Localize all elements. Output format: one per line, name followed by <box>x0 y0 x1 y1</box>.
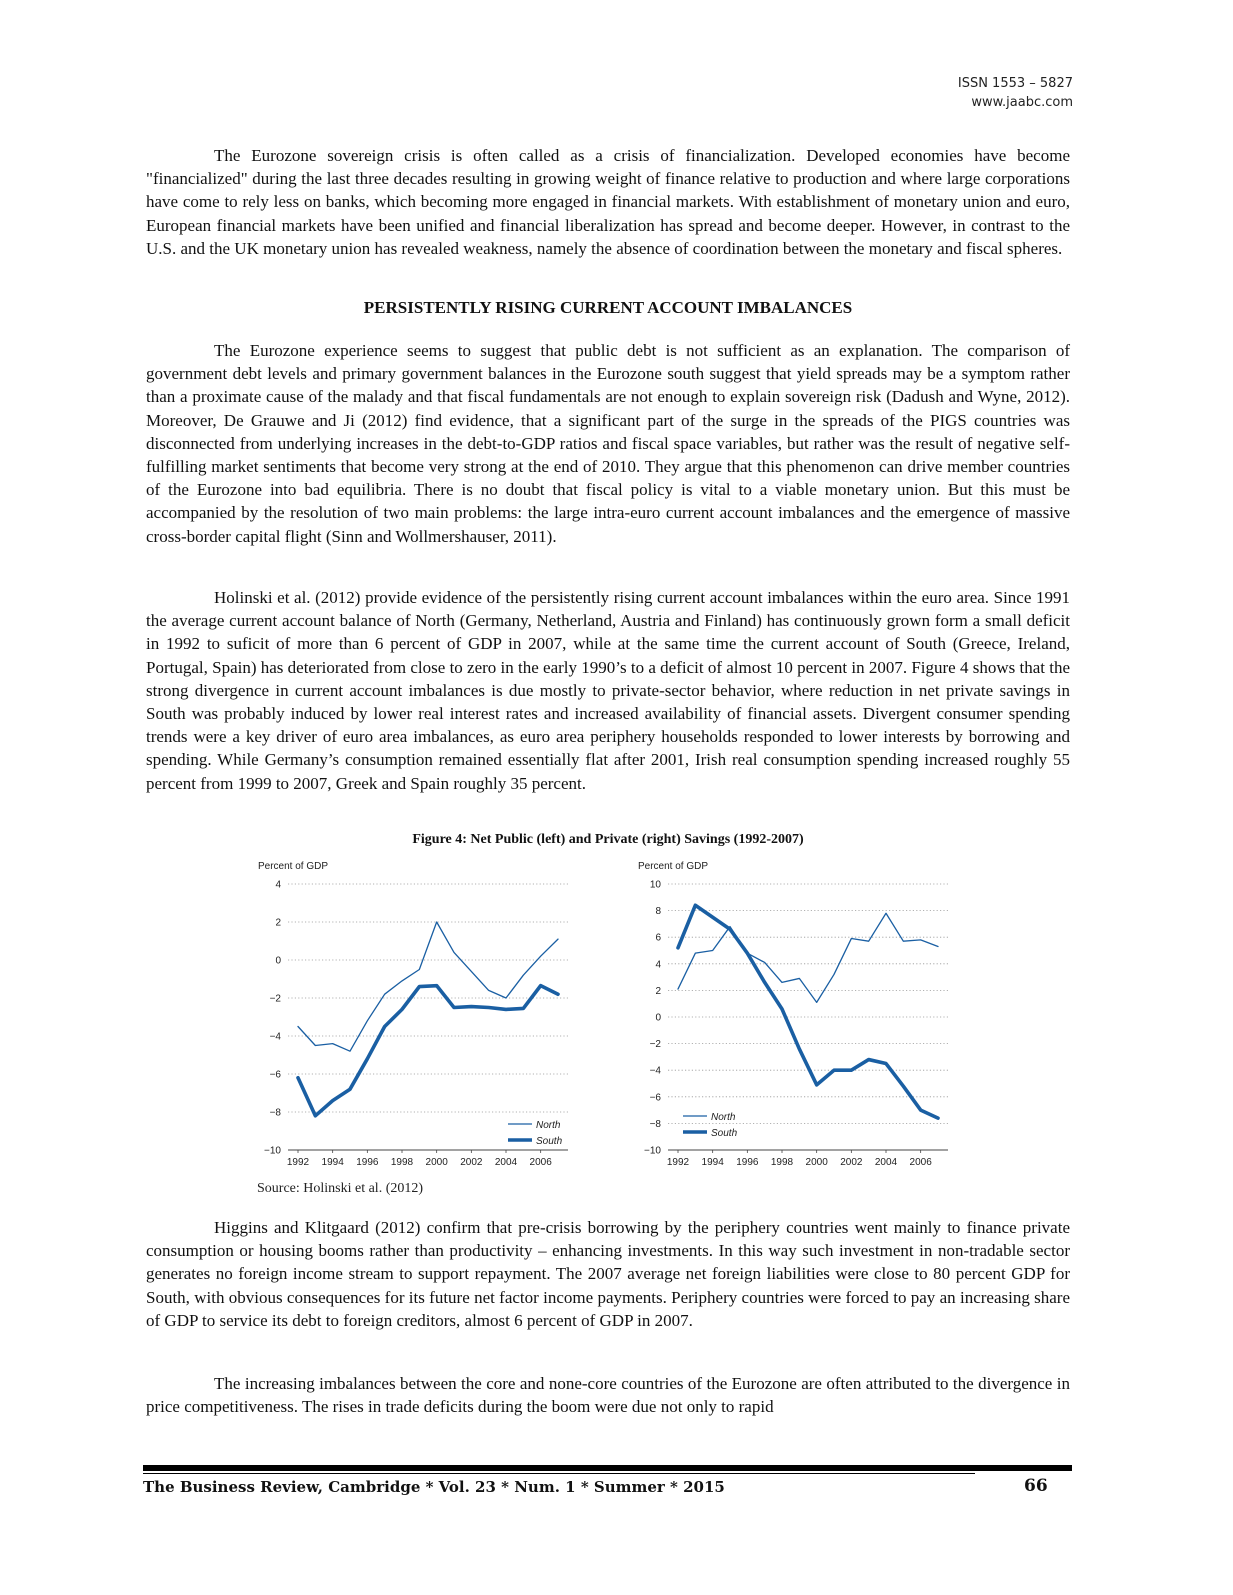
legend-label-north: North <box>536 1120 561 1131</box>
y-tick-label: 8 <box>655 906 661 918</box>
y-axis-label: Percent of GDP <box>638 861 709 872</box>
paragraph-4-block <box>146 1216 1070 1332</box>
y-tick-label: −6 <box>649 1092 661 1104</box>
x-tick-label: 2006 <box>909 1157 932 1168</box>
x-tick-label: 2002 <box>460 1157 483 1168</box>
x-tick-label: 2000 <box>805 1157 828 1168</box>
x-tick-label: 2000 <box>425 1157 448 1168</box>
paragraph-4: Higgins and Klitgaard (2012) confirm that pre-crisis borrowing by the periphery countries went mainly to finance private consumption or housing booms rather than productivity – enhancing investments. In this way such investment in non-tradable sector generates no foreign income stream to support repayment. The 2007 average net foreign liabilities were close to 80 percent GDP for South, with obvious consequences for its future net factor income payments. Periphery countries were forced to pay an increasing share of GDP to service its debt to foreign creditors, almost 6 percent of GDP in 2007. <box>146 1218 1070 1330</box>
paragraph-3: Holinski et al. (2012) provide evidence of the persistently rising current account imbalances within the euro area. Since 1991 the average current account balance of North (Germany, Netherland, Austria and Finland) has continuously grown form a small deficit in 1992 to suficit of more than 6 percent of GDP in 2007, while at the same time the current account of South (Greece, Ireland, Portugal, Spain) has deteriorated from close to zero in the early 1990’s to a deficit of almost 10 percent in 2007. Figure 4 shows that the strong divergence in current account imbalances is due mostly to private-sector behavior, where reduction in net private savings in South was probably induced by lower real interest rates and increased availability of financial assets. Divergent consumer spending trends were a key driver of euro area imbalances, as euro area periphery households responded to lower interests by borrowing and spending. While Germany’s consumption remained essentially flat after 2001, Irish real consumption spending increased roughly 55 percent from 1999 to 2007, Greek and Spain roughly 35 percent. <box>146 588 1070 793</box>
footer-rule-thick <box>143 1465 1072 1471</box>
y-tick-label: 4 <box>275 879 281 891</box>
y-tick-label: 0 <box>655 1012 661 1024</box>
issn-number: ISSN 1553 – 5827 <box>957 76 1073 91</box>
legend-label-north: North <box>711 1112 736 1123</box>
chart-net-public-savings <box>255 852 585 1177</box>
x-tick-label: 1994 <box>321 1157 344 1168</box>
x-tick-label: 1996 <box>356 1157 379 1168</box>
y-tick-label: −6 <box>269 1069 281 1081</box>
legend-label-south: South <box>536 1136 563 1147</box>
x-tick-label: 1992 <box>286 1157 310 1168</box>
y-tick-label: 4 <box>655 959 661 971</box>
x-tick-label: 2004 <box>874 1157 898 1168</box>
x-tick-label: 1998 <box>770 1157 794 1168</box>
y-tick-label: −4 <box>269 1031 281 1043</box>
footer-rule-thin <box>143 1473 975 1474</box>
y-tick-label: −2 <box>269 993 281 1005</box>
y-tick-label: −4 <box>649 1065 661 1077</box>
series-line-north <box>678 913 938 1002</box>
chart-net-private-savings <box>635 852 965 1177</box>
y-tick-label: 2 <box>275 917 281 929</box>
x-tick-label: 1994 <box>701 1157 724 1168</box>
website: www.jaabc.com <box>971 95 1073 110</box>
x-tick-label: 2002 <box>840 1157 863 1168</box>
y-tick-label: 2 <box>655 985 661 997</box>
page-number: 66 <box>1024 1476 1048 1496</box>
x-tick-label: 1992 <box>666 1157 690 1168</box>
paragraph-5: The increasing imbalances between the core and none-core countries of the Eurozone are often attributed to the divergence in price competitiveness. The rises in trade deficits during the boom were due not only to rapid <box>146 1374 1070 1417</box>
figure-source: Source: Holinski et al. (2012) <box>257 1181 424 1196</box>
y-tick-label: 10 <box>649 879 661 891</box>
x-tick-label: 2006 <box>529 1157 552 1168</box>
legend-label-south: South <box>711 1128 738 1139</box>
issn-block <box>958 74 1073 112</box>
figure-title: Figure 4: Net Public (left) and Private (right) Savings (1992-2007) <box>412 832 804 847</box>
section-heading: PERSISTENTLY RISING CURRENT ACCOUNT IMBALANCES <box>363 298 853 317</box>
y-tick-label: 6 <box>655 932 661 944</box>
y-tick-label: 0 <box>275 955 281 967</box>
intro-paragraph-block <box>146 144 1070 260</box>
y-axis-label: Percent of GDP <box>258 861 329 872</box>
y-tick-label: −10 <box>264 1145 281 1157</box>
x-tick-label: 1996 <box>736 1157 759 1168</box>
y-tick-label: −8 <box>269 1107 281 1119</box>
intro-paragraph: The Eurozone sovereign crisis is often called as a crisis of financialization. Developed economies have become "financialized" during the last three decades resulting in growing weight of finance relative to production and where large corporations have come to rely less on banks, which becoming more engaged in financial markets. With establishment of monetary union and euro, European financial markets have been unified and financial liberalization has spread and become deeper. However, in contrast to the U.S. and the UK monetary union has revealed weakness, namely the absence of coordination between the monetary and fiscal spheres. <box>146 146 1070 258</box>
x-tick-label: 1998 <box>390 1157 414 1168</box>
footer-journal: The Business Review, Cambridge * Vol. 23 * Num. 1 * Summer * 2015 <box>143 1478 725 1496</box>
paragraph-5-block <box>146 1372 1070 1418</box>
x-tick-label: 2004 <box>494 1157 518 1168</box>
paragraph-2: The Eurozone experience seems to suggest that public debt is not sufficient as an explanation. The comparison of government debt levels and primary government balances in the Eurozone south suggest that yield spreads may be a symptom rather than a proximate cause of the malady and that fiscal fundamentals are not enough to explain sovereign risk (Dadush and Wyne, 2012). Moreover, De Grauwe and Ji (2012) find evidence, that a significant part of the surge in the spreads of the PIGS countries was disconnected from underlying increases in the debt-to-GDP ratios and fiscal space variables, but rather was the result of negative self-fulfilling market sentiments that become very strong at the end of 2010. They argue that this phenomenon can drive member countries of the Eurozone into bad equilibria. There is no doubt that fiscal policy is vital to a viable monetary union. But this must be accompanied by the resolution of two main problems: the large intra-euro current account imbalances and the emergence of massive cross-border capital flight (Sinn and Wollmershauser, 2011). <box>146 341 1070 546</box>
y-tick-label: −2 <box>649 1039 661 1051</box>
series-line-south <box>298 986 558 1116</box>
y-tick-label: −8 <box>649 1118 661 1130</box>
paragraph-3-block <box>146 586 1070 795</box>
paragraph-2-block <box>146 339 1070 548</box>
y-tick-label: −10 <box>644 1145 661 1157</box>
